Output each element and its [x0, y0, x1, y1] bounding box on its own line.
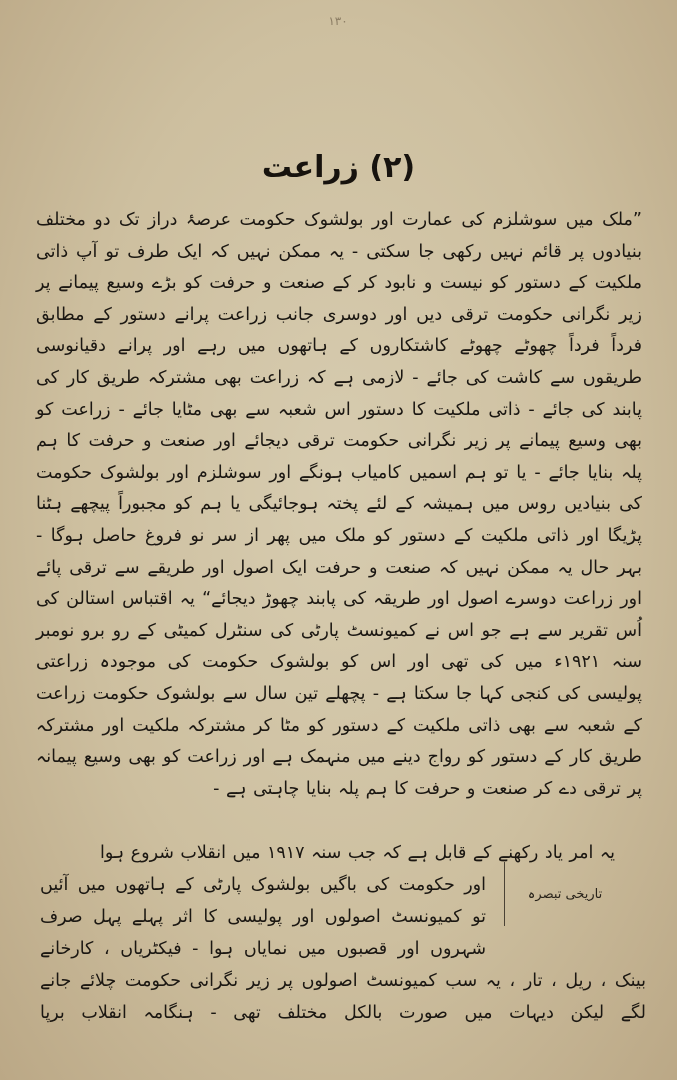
- margin-note-label: تاریخی تبصرہ: [527, 886, 603, 902]
- page-header-mark: ۱۳۰: [328, 14, 348, 28]
- chapter-title: (۲) زراعت: [261, 150, 416, 185]
- history-line-3: تو کمیونسٹ اصولوں اور پولیسی کا اثر پہلے پہل صرف: [40, 907, 486, 927]
- margin-note: [504, 862, 625, 926]
- history-line-2: اور حکومت کی باگیں بولشوک پارٹی کے ہاتھوں میں آئیں: [40, 875, 486, 895]
- history-line-5: بینک ، ریل ، تار ، یہ سب کمیونسٹ اصولوں پر زیر نگرانی حکومت چلائے جانے: [40, 971, 646, 991]
- history-line-1: یہ امر یاد رکھنے کے قابل ہے کہ جب سنہ ۱۹۱۷ میں انقلاب شروع ہوا: [100, 843, 615, 863]
- history-line-6: لگے لیکن دیہات میں صورت بالکل مختلف تھی - ہنگامہ انقلاب برپا: [40, 1003, 646, 1023]
- history-line-4: شہروں اور قصبوں میں نمایاں ہوا - فیکٹریاں ، کارخانے: [40, 939, 486, 959]
- quote-paragraph: ”ملک میں سوشلزم کی عمارت اور بولشوک حکومت عرصۂ دراز تک دو مختلف بنیادوں پر قائم نہیں رکھی جا سکتی - یہ ممکن نہیں کہ ایک طرف تو آپ ذاتی ملکیت کے دستور کو نیست و نابود کر کے صنعت و حرفت کو بڑے وسیع پیمانے پر زیر نگرانی حکومت ترقی دیں اور دوسری جانب زراعت پرانے دستور کے مطابق فرداً فرداً چھوٹے چھوٹے کاشتکاروں کے ہاتھوں میں رہے اور پرانے دقیانوسی طریقوں سے کاشت کی جائے - لازمی ہے کہ زراعت بھی مشترکہ طریق کار کی پابند کی جائے - ذاتی ملکیت کا دستور اس شعبہ سے بھی مٹایا جائے - زراعت کو بھی وسیع پیمانے پر زیر نگرانی حکومت ترقی دیجائے اور صنعت و حرفت کا ہم پلہ بنایا جائے - یا تو ہم اسمیں کامیاب ہونگے اور سوشلزم اور بولشوک حکومت کی بنیادیں روس میں ہمیشہ کے لئے پختہ ہوجائیگی یا ہم کو مجبوراً پیچھے ہٹنا پڑیگا اور ذاتی ملکیت کے دستور کو ملک میں پھر از سر نو فروغ حاصل ہوگا - بہر حال یہ ممکن نہیں کہ صنعت و حرفت ایک اصول اور طریقے سے ترقی پائے اور زراعت دوسرے اصول اور طریقہ کی پابند چھوڑ دیجائے“ یہ اقتباس استالن کی اُس تقریر سے ہے جو اس نے کمیونسٹ پارٹی کی سنٹرل کمیٹی کے رو برو نومبر سنہ ۱۹۲۱ء میں کی تھی اور اس کو بولشوک حکومت کی موجودہ زراعتی پولیسی کی کنجی کہا جا سکتا ہے - پچھلے تین سال سے بولشوک حکومت زراعت کے شعبہ سے بھی ذاتی ملکیت کے دستور کو مٹا کر مشترکہ ملکیت اور مشترکہ طریق کار کے دستور کو رواج دینے میں منہمک ہے اور زراعت کو بھی وسیع پیمانہ پر ترقی دے کر صنعت و حرفت کا ہم پلہ بنایا چاہتی ہے -: [36, 210, 642, 799]
